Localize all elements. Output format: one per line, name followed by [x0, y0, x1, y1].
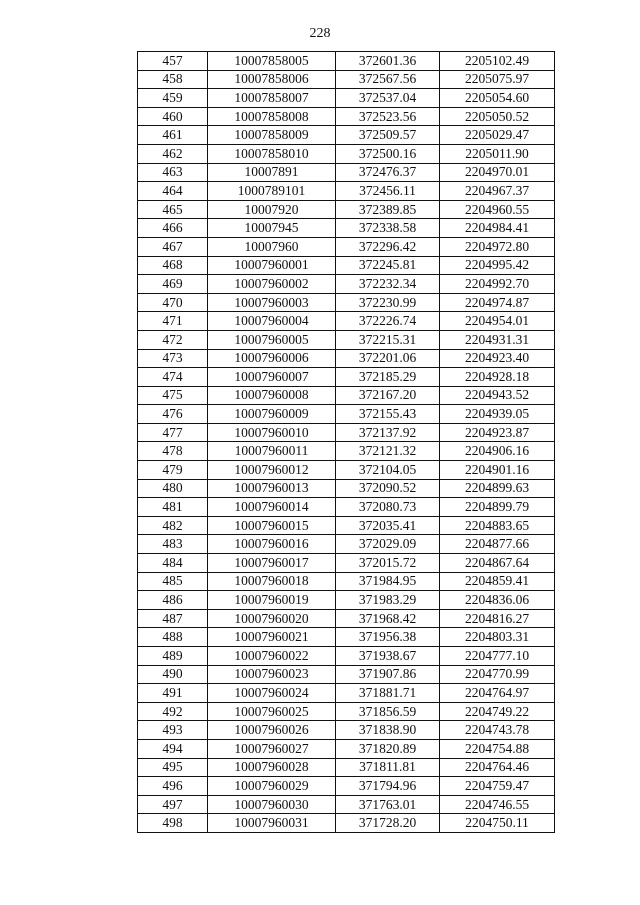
y-coordinate-cell: 2204867.64 — [440, 554, 555, 573]
table-row — [138, 479, 555, 498]
row-number-cell: 492 — [138, 702, 208, 721]
point-id-cell: 10007960023 — [208, 665, 336, 684]
table-row — [138, 368, 555, 387]
point-id-cell: 10007960025 — [208, 702, 336, 721]
table-row — [138, 702, 555, 721]
table-row — [138, 144, 555, 163]
point-id-cell: 10007960014 — [208, 498, 336, 517]
row-number-cell: 460 — [138, 107, 208, 126]
x-coordinate-cell: 371968.42 — [336, 609, 440, 628]
table-row — [138, 126, 555, 145]
x-coordinate-cell: 372029.09 — [336, 535, 440, 554]
y-coordinate-cell: 2205029.47 — [440, 126, 555, 145]
row-number-cell: 464 — [138, 182, 208, 201]
row-number-cell: 493 — [138, 721, 208, 740]
x-coordinate-cell: 372080.73 — [336, 498, 440, 517]
table-row — [138, 442, 555, 461]
x-coordinate-cell: 372523.56 — [336, 107, 440, 126]
table-row — [138, 647, 555, 666]
point-id-cell: 10007960030 — [208, 795, 336, 814]
row-number-cell: 466 — [138, 219, 208, 238]
row-number-cell: 496 — [138, 777, 208, 796]
table-row — [138, 330, 555, 349]
y-coordinate-cell: 2204992.70 — [440, 275, 555, 294]
x-coordinate-cell: 371838.90 — [336, 721, 440, 740]
y-coordinate-cell: 2205050.52 — [440, 107, 555, 126]
row-number-cell: 477 — [138, 423, 208, 442]
row-number-cell: 483 — [138, 535, 208, 554]
y-coordinate-cell: 2204995.42 — [440, 256, 555, 275]
table-row — [138, 814, 555, 833]
row-number-cell: 475 — [138, 386, 208, 405]
table-row — [138, 461, 555, 480]
y-coordinate-cell: 2204974.87 — [440, 293, 555, 312]
table-body — [138, 52, 555, 833]
table-row — [138, 498, 555, 517]
row-number-cell: 465 — [138, 200, 208, 219]
point-id-cell: 10007858006 — [208, 70, 336, 89]
x-coordinate-cell: 372167.20 — [336, 386, 440, 405]
table-row — [138, 386, 555, 405]
row-number-cell: 457 — [138, 52, 208, 71]
x-coordinate-cell: 371820.89 — [336, 739, 440, 758]
y-coordinate-cell: 2204777.10 — [440, 647, 555, 666]
row-number-cell: 486 — [138, 591, 208, 610]
point-id-cell: 10007960026 — [208, 721, 336, 740]
x-coordinate-cell: 372090.52 — [336, 479, 440, 498]
point-id-cell: 10007960021 — [208, 628, 336, 647]
point-id-cell: 10007960013 — [208, 479, 336, 498]
x-coordinate-cell: 372476.37 — [336, 163, 440, 182]
table-row — [138, 256, 555, 275]
table-row — [138, 182, 555, 201]
point-id-cell: 10007960024 — [208, 684, 336, 703]
row-number-cell: 476 — [138, 405, 208, 424]
point-id-cell: 10007960031 — [208, 814, 336, 833]
x-coordinate-cell: 372201.06 — [336, 349, 440, 368]
table-row — [138, 163, 555, 182]
table-row — [138, 200, 555, 219]
y-coordinate-cell: 2204836.06 — [440, 591, 555, 610]
point-id-cell: 10007960002 — [208, 275, 336, 294]
table-row — [138, 516, 555, 535]
table-row — [138, 572, 555, 591]
point-id-cell: 10007960028 — [208, 758, 336, 777]
y-coordinate-cell: 2204899.63 — [440, 479, 555, 498]
x-coordinate-cell: 372509.57 — [336, 126, 440, 145]
y-coordinate-cell: 2205011.90 — [440, 144, 555, 163]
y-coordinate-cell: 2204899.79 — [440, 498, 555, 517]
row-number-cell: 495 — [138, 758, 208, 777]
point-id-cell: 10007960009 — [208, 405, 336, 424]
y-coordinate-cell: 2204970.01 — [440, 163, 555, 182]
point-id-cell: 10007960029 — [208, 777, 336, 796]
point-id-cell: 10007960001 — [208, 256, 336, 275]
table-row — [138, 609, 555, 628]
y-coordinate-cell: 2204928.18 — [440, 368, 555, 387]
y-coordinate-cell: 2204746.55 — [440, 795, 555, 814]
x-coordinate-cell: 372537.04 — [336, 89, 440, 108]
x-coordinate-cell: 371881.71 — [336, 684, 440, 703]
row-number-cell: 461 — [138, 126, 208, 145]
table-row — [138, 237, 555, 256]
x-coordinate-cell: 372567.56 — [336, 70, 440, 89]
row-number-cell: 484 — [138, 554, 208, 573]
row-number-cell: 487 — [138, 609, 208, 628]
x-coordinate-cell: 372155.43 — [336, 405, 440, 424]
point-id-cell: 10007960016 — [208, 535, 336, 554]
row-number-cell: 468 — [138, 256, 208, 275]
x-coordinate-cell: 371794.96 — [336, 777, 440, 796]
row-number-cell: 463 — [138, 163, 208, 182]
point-id-cell: 10007858008 — [208, 107, 336, 126]
table-row — [138, 739, 555, 758]
page-number: 228 — [309, 26, 331, 41]
row-number-cell: 467 — [138, 237, 208, 256]
row-number-cell: 469 — [138, 275, 208, 294]
row-number-cell: 458 — [138, 70, 208, 89]
point-id-cell: 10007960011 — [208, 442, 336, 461]
row-number-cell: 490 — [138, 665, 208, 684]
row-number-cell: 473 — [138, 349, 208, 368]
y-coordinate-cell: 2204939.05 — [440, 405, 555, 424]
table-row — [138, 535, 555, 554]
point-id-cell: 10007858010 — [208, 144, 336, 163]
x-coordinate-cell: 372500.16 — [336, 144, 440, 163]
x-coordinate-cell: 372121.32 — [336, 442, 440, 461]
point-id-cell: 10007960008 — [208, 386, 336, 405]
table-row — [138, 758, 555, 777]
table-row — [138, 275, 555, 294]
x-coordinate-cell: 371984.95 — [336, 572, 440, 591]
point-id-cell: 10007858005 — [208, 52, 336, 71]
table-row — [138, 721, 555, 740]
y-coordinate-cell: 2204967.37 — [440, 182, 555, 201]
coordinates-table — [137, 51, 555, 833]
x-coordinate-cell: 371763.01 — [336, 795, 440, 814]
table-row — [138, 554, 555, 573]
row-number-cell: 481 — [138, 498, 208, 517]
point-id-cell: 10007960007 — [208, 368, 336, 387]
x-coordinate-cell: 372226.74 — [336, 312, 440, 331]
point-id-cell: 10007960003 — [208, 293, 336, 312]
y-coordinate-cell: 2204770.99 — [440, 665, 555, 684]
y-coordinate-cell: 2204803.31 — [440, 628, 555, 647]
y-coordinate-cell: 2204960.55 — [440, 200, 555, 219]
y-coordinate-cell: 2204883.65 — [440, 516, 555, 535]
y-coordinate-cell: 2204943.52 — [440, 386, 555, 405]
point-id-cell: 10007960022 — [208, 647, 336, 666]
table-row — [138, 591, 555, 610]
y-coordinate-cell: 2205102.49 — [440, 52, 555, 71]
y-coordinate-cell: 2204923.40 — [440, 349, 555, 368]
point-id-cell: 10007960015 — [208, 516, 336, 535]
row-number-cell: 474 — [138, 368, 208, 387]
y-coordinate-cell: 2204972.80 — [440, 237, 555, 256]
x-coordinate-cell: 372389.85 — [336, 200, 440, 219]
row-number-cell: 480 — [138, 479, 208, 498]
x-coordinate-cell: 372137.92 — [336, 423, 440, 442]
table-row — [138, 349, 555, 368]
y-coordinate-cell: 2204759.47 — [440, 777, 555, 796]
x-coordinate-cell: 372245.81 — [336, 256, 440, 275]
x-coordinate-cell: 371956.38 — [336, 628, 440, 647]
point-id-cell: 10007960012 — [208, 461, 336, 480]
point-id-cell: 10007960017 — [208, 554, 336, 573]
point-id-cell: 10007891 — [208, 163, 336, 182]
point-id-cell: 10007960020 — [208, 609, 336, 628]
row-number-cell: 485 — [138, 572, 208, 591]
x-coordinate-cell: 372456.11 — [336, 182, 440, 201]
y-coordinate-cell: 2205054.60 — [440, 89, 555, 108]
y-coordinate-cell: 2204901.16 — [440, 461, 555, 480]
row-number-cell: 498 — [138, 814, 208, 833]
y-coordinate-cell: 2204859.41 — [440, 572, 555, 591]
row-number-cell: 482 — [138, 516, 208, 535]
table-row — [138, 293, 555, 312]
table-row — [138, 312, 555, 331]
row-number-cell: 497 — [138, 795, 208, 814]
x-coordinate-cell: 371938.67 — [336, 647, 440, 666]
y-coordinate-cell: 2204877.66 — [440, 535, 555, 554]
point-id-cell: 10007960006 — [208, 349, 336, 368]
x-coordinate-cell: 371907.86 — [336, 665, 440, 684]
row-number-cell: 478 — [138, 442, 208, 461]
x-coordinate-cell: 372185.29 — [336, 368, 440, 387]
y-coordinate-cell: 2204743.78 — [440, 721, 555, 740]
y-coordinate-cell: 2204984.41 — [440, 219, 555, 238]
y-coordinate-cell: 2204764.97 — [440, 684, 555, 703]
point-id-cell: 10007960004 — [208, 312, 336, 331]
y-coordinate-cell: 2204749.22 — [440, 702, 555, 721]
x-coordinate-cell: 372215.31 — [336, 330, 440, 349]
x-coordinate-cell: 372035.41 — [336, 516, 440, 535]
row-number-cell: 472 — [138, 330, 208, 349]
point-id-cell: 10007960005 — [208, 330, 336, 349]
point-id-cell: 10007960010 — [208, 423, 336, 442]
point-id-cell: 10007858007 — [208, 89, 336, 108]
y-coordinate-cell: 2204754.88 — [440, 739, 555, 758]
table-row — [138, 89, 555, 108]
x-coordinate-cell: 371983.29 — [336, 591, 440, 610]
point-id-cell: 10007960 — [208, 237, 336, 256]
x-coordinate-cell: 371728.20 — [336, 814, 440, 833]
y-coordinate-cell: 2204764.46 — [440, 758, 555, 777]
point-id-cell: 10007920 — [208, 200, 336, 219]
table-row — [138, 70, 555, 89]
table-row — [138, 665, 555, 684]
row-number-cell: 491 — [138, 684, 208, 703]
table-row — [138, 795, 555, 814]
y-coordinate-cell: 2204954.01 — [440, 312, 555, 331]
y-coordinate-cell: 2204906.16 — [440, 442, 555, 461]
y-coordinate-cell: 2204923.87 — [440, 423, 555, 442]
y-coordinate-cell: 2204816.27 — [440, 609, 555, 628]
row-number-cell: 488 — [138, 628, 208, 647]
table-row — [138, 405, 555, 424]
table-row — [138, 423, 555, 442]
point-id-cell: 10007960027 — [208, 739, 336, 758]
table-row — [138, 107, 555, 126]
x-coordinate-cell: 372296.42 — [336, 237, 440, 256]
row-number-cell: 479 — [138, 461, 208, 480]
row-number-cell: 462 — [138, 144, 208, 163]
table-row — [138, 628, 555, 647]
row-number-cell: 459 — [138, 89, 208, 108]
table-row — [138, 219, 555, 238]
point-id-cell: 10007960018 — [208, 572, 336, 591]
point-id-cell: 1000789101 — [208, 182, 336, 201]
table-row — [138, 777, 555, 796]
x-coordinate-cell: 372015.72 — [336, 554, 440, 573]
x-coordinate-cell: 371811.81 — [336, 758, 440, 777]
x-coordinate-cell: 372230.99 — [336, 293, 440, 312]
x-coordinate-cell: 372104.05 — [336, 461, 440, 480]
x-coordinate-cell: 371856.59 — [336, 702, 440, 721]
row-number-cell: 489 — [138, 647, 208, 666]
x-coordinate-cell: 372338.58 — [336, 219, 440, 238]
y-coordinate-cell: 2204931.31 — [440, 330, 555, 349]
y-coordinate-cell: 2204750.11 — [440, 814, 555, 833]
point-id-cell: 10007858009 — [208, 126, 336, 145]
table-row — [138, 684, 555, 703]
table-row — [138, 52, 555, 71]
row-number-cell: 494 — [138, 739, 208, 758]
point-id-cell: 10007945 — [208, 219, 336, 238]
x-coordinate-cell: 372232.34 — [336, 275, 440, 294]
x-coordinate-cell: 372601.36 — [336, 52, 440, 71]
row-number-cell: 471 — [138, 312, 208, 331]
point-id-cell: 10007960019 — [208, 591, 336, 610]
row-number-cell: 470 — [138, 293, 208, 312]
y-coordinate-cell: 2205075.97 — [440, 70, 555, 89]
